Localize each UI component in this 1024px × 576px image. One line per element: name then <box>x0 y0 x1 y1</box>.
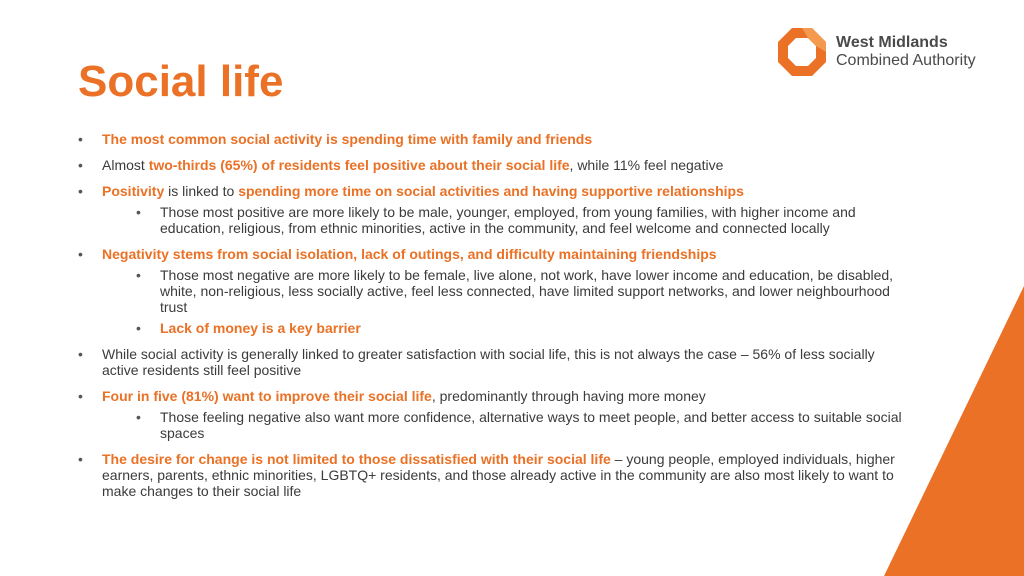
highlighted-text: spending more time on social activities and having supportive relationships <box>238 183 744 199</box>
bullet-item <box>78 346 908 378</box>
bullet-item <box>78 388 908 441</box>
bullet-item <box>78 451 908 499</box>
bullet-text <box>102 183 908 199</box>
page-title: Social life <box>78 57 284 106</box>
sub-bullet-item <box>102 320 908 336</box>
highlighted-text: Four in five (81%) want to improve their social life <box>102 388 432 404</box>
text: is linked to <box>164 183 239 199</box>
logo-line-2: Combined Authority <box>836 52 976 69</box>
highlighted-text: Lack of money is a key barrier <box>160 320 361 336</box>
sub-bullet-item <box>102 267 908 315</box>
logo-line-1: West Midlands <box>836 34 948 51</box>
text: Almost <box>102 157 149 173</box>
highlighted-text: The most common social activity is spending time with family and friends <box>102 131 593 147</box>
bullet-text <box>102 451 908 499</box>
bullet-text <box>102 246 908 262</box>
wmca-logo <box>776 26 1006 78</box>
bullet-item <box>78 131 908 147</box>
bullet-item <box>78 246 908 336</box>
text: , predominantly through having more money <box>431 388 706 404</box>
bullet-text <box>102 131 908 147</box>
text: , while 11% feel negative <box>569 157 724 173</box>
bullet-text <box>102 388 908 404</box>
highlighted-text: Positivity <box>102 183 165 199</box>
text: While social activity is generally linked to greater satisfaction with social life, this is not always the case – 56% of less socially active residents still feel positive <box>102 346 875 378</box>
sub-bullet-item <box>102 204 908 236</box>
wmca-logo-icon <box>776 26 828 78</box>
text: – young people, employed individuals, higher earners, parents, ethnic minorities, LGBTQ+ residents, and those already active in the community are also most likely to want to make changes to their social life <box>102 451 895 499</box>
bullet-list <box>78 131 908 509</box>
highlighted-text: two-thirds (65%) of residents feel positive about their social life <box>148 157 570 173</box>
sub-bullet-list <box>102 204 908 236</box>
sub-bullet-list <box>102 267 908 336</box>
sub-bullet-item <box>102 409 908 441</box>
text: Those most negative are more likely to be female, live alone, not work, have lower income and education, be disabled, white, non-religious, less socially active, feel less connected, have limited support networks, and lower neighbourhood trust <box>160 267 894 315</box>
highlighted-text: The desire for change is not limited to those dissatisfied with their social life <box>102 451 611 467</box>
sub-bullet-list <box>102 409 908 441</box>
bullet-item <box>78 157 908 173</box>
bullet-text <box>102 346 908 378</box>
text: Those feeling negative also want more confidence, alternative ways to meet people, and better access to suitable social spaces <box>160 409 902 441</box>
bullet-text <box>102 157 908 173</box>
highlighted-text: Negativity stems from social isolation, lack of outings, and difficulty maintaining friendships <box>102 246 717 262</box>
bullet-item <box>78 183 908 236</box>
text: Those most positive are more likely to be male, younger, employed, from young families, with higher income and education, religious, from ethnic minorities, active in the community, and feel welcome and connected locally <box>160 204 856 236</box>
